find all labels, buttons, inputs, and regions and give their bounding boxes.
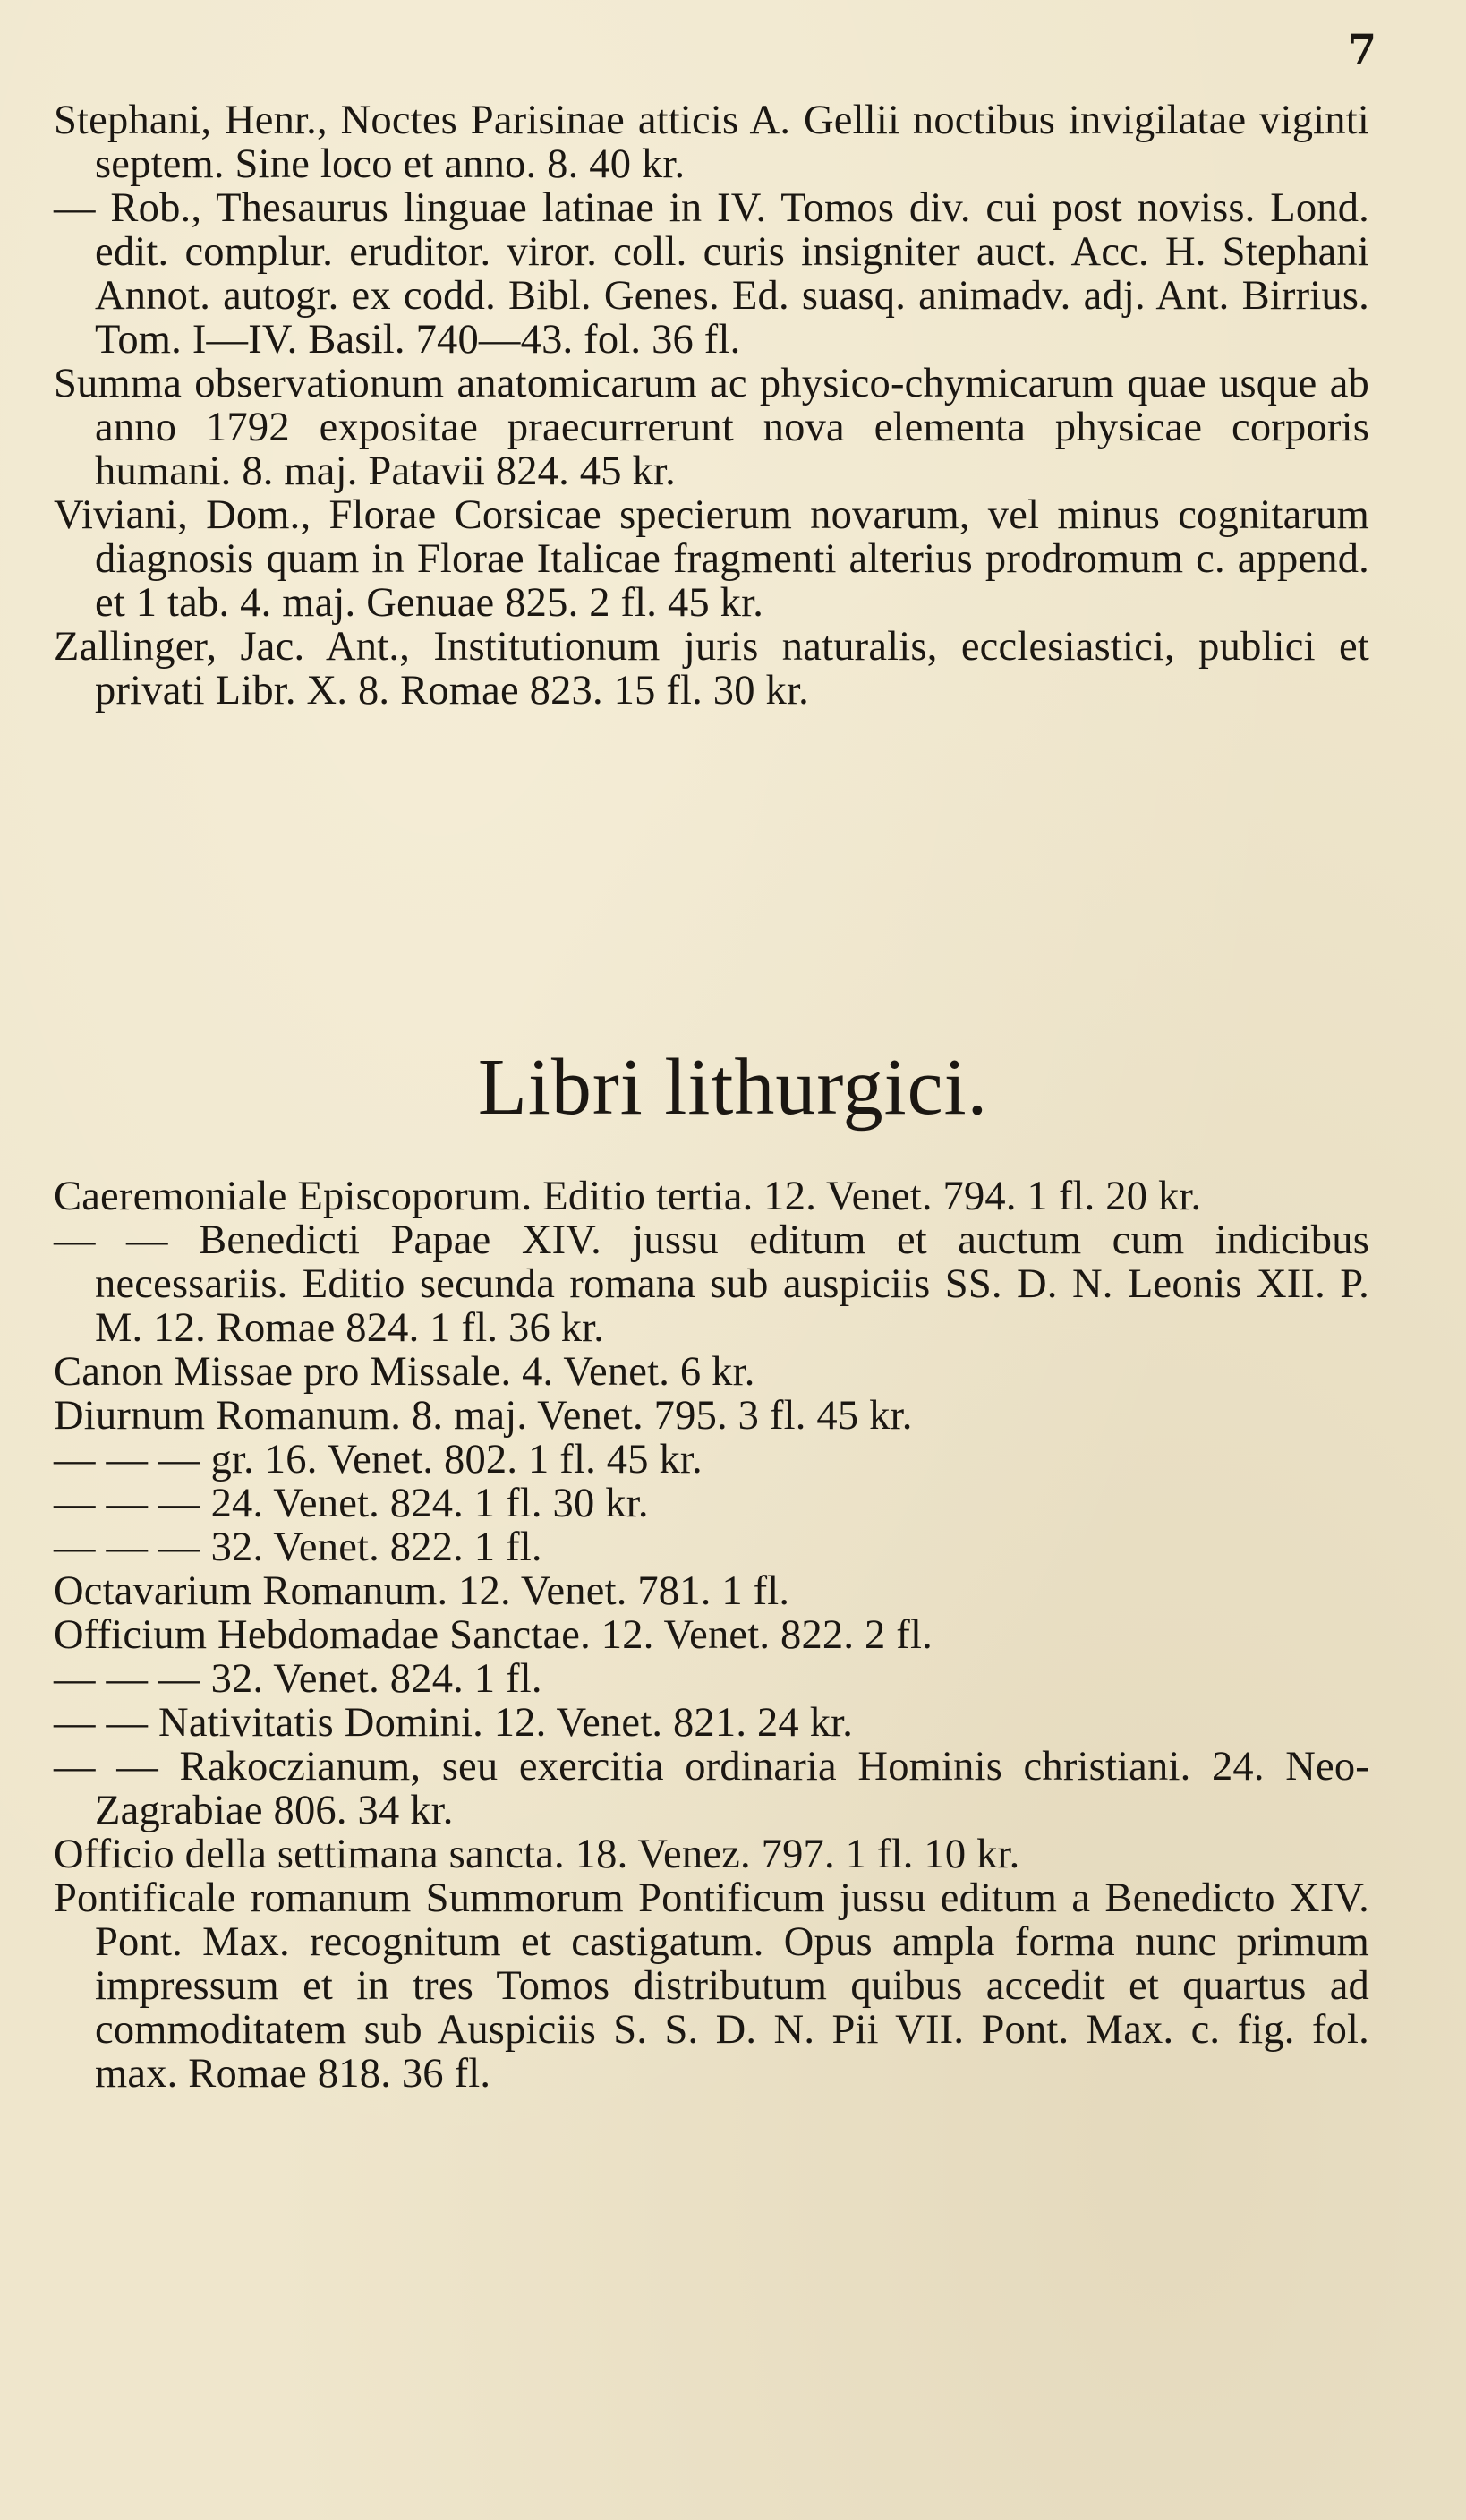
catalog-entry: Pontificale romanum Summorum Pontificum jussu editum a Benedicto XIV. Pont. Max. recognitum et castigatum. Opus ampla forma nunc primum impressum et in tres Tomos distributum quibus accedit et quartus ad commoditatem sub Auspiciis S. S. D. N. Pii VII. Pont. Max. c. fig. fol. max. Romae 818. 36 fl.: [54, 1875, 1369, 2097]
catalog-entry: — — — 32. Venet. 824. 1 fl.: [54, 1656, 542, 1702]
catalog-entry: Caeremoniale Episcoporum. Editio tertia. 12. Venet. 794. 1 fl. 20 kr.: [54, 1174, 1202, 1219]
catalog-entry: — Rob., Thesaurus linguae latinae in IV. Tomos div. cui post noviss. Lond. edit. complur. eruditor. viror. coll. curis insigniter auct. Acc. H. Stephani Annot. autogr. ex codd. Bibl. Genes. Ed. suasq. animadv. adj. Ant. Birrius. Tom. I—IV. Basil. 740—43. fol. 36 fl.: [54, 185, 1369, 363]
catalog-entry: Officium Hebdomadae Sanctae. 12. Venet. 822. 2 fl.: [54, 1612, 933, 1658]
section-title: Libri lithurgici.: [477, 1043, 989, 1132]
catalog-entries-bottom: [54, 1175, 1369, 2096]
page-number: 7: [1347, 25, 1377, 73]
catalog-entry: — — Benedicti Papae XIV. jussu editum et auctum cum indicibus necessariis. Editio secunda romana sub auspiciis SS. D. N. Leonis XII. P. M. 12. Romae 824. 1 fl. 36 kr.: [54, 1217, 1369, 1351]
catalog-entry: Canon Missae pro Missale. 4. Venet. 6 kr.: [54, 1349, 755, 1395]
catalog-entry: — — Rakoczianum, seu exercitia ordinaria Hominis christiani. 24. Neo-Zagrabiae 806. 34 kr.: [54, 1744, 1369, 1833]
catalog-entry: — — — 32. Venet. 822. 1 fl.: [54, 1525, 542, 1570]
catalog-entry: — — — gr. 16. Venet. 802. 1 fl. 45 kr.: [54, 1437, 703, 1482]
catalog-entry: Summa observationum anatomicarum ac physico-chymicarum quae usque ab anno 1792 expositae praecurrerunt nova elementa physicae corporis humani. 8. maj. Patavii 824. 45 kr.: [54, 361, 1369, 494]
catalog-entry: Viviani, Dom., Florae Corsicae specierum novarum, vel minus cognitarum diagnosis quam in Florae Italicae fragmenti alterius prodromum c. append. et 1 tab. 4. maj. Genuae 825. 2 fl. 45 kr.: [54, 492, 1369, 626]
catalog-entries-top: [54, 98, 1369, 713]
catalog-entry: Officio della settimana sancta. 18. Venez. 797. 1 fl. 10 kr.: [54, 1832, 1020, 1877]
catalog-entry: — — — 24. Venet. 824. 1 fl. 30 kr.: [54, 1481, 649, 1526]
catalog-entry: Octavarium Romanum. 12. Venet. 781. 1 fl.: [54, 1568, 790, 1614]
catalog-entry: Zallinger, Jac. Ant., Institutionum juris naturalis, ecclesiastici, publici et privati Libr. X. 8. Romae 823. 15 fl. 30 kr.: [54, 624, 1369, 713]
catalog-entry: — — Nativitatis Domini. 12. Venet. 821. 24 kr.: [54, 1700, 854, 1746]
catalog-entry: Stephani, Henr., Noctes Parisinae atticis A. Gellii noctibus invigilatae viginti septem. Sine loco et anno. 8. 40 kr.: [54, 98, 1369, 187]
catalog-entry: Diurnum Romanum. 8. maj. Venet. 795. 3 fl. 45 kr.: [54, 1393, 913, 1439]
